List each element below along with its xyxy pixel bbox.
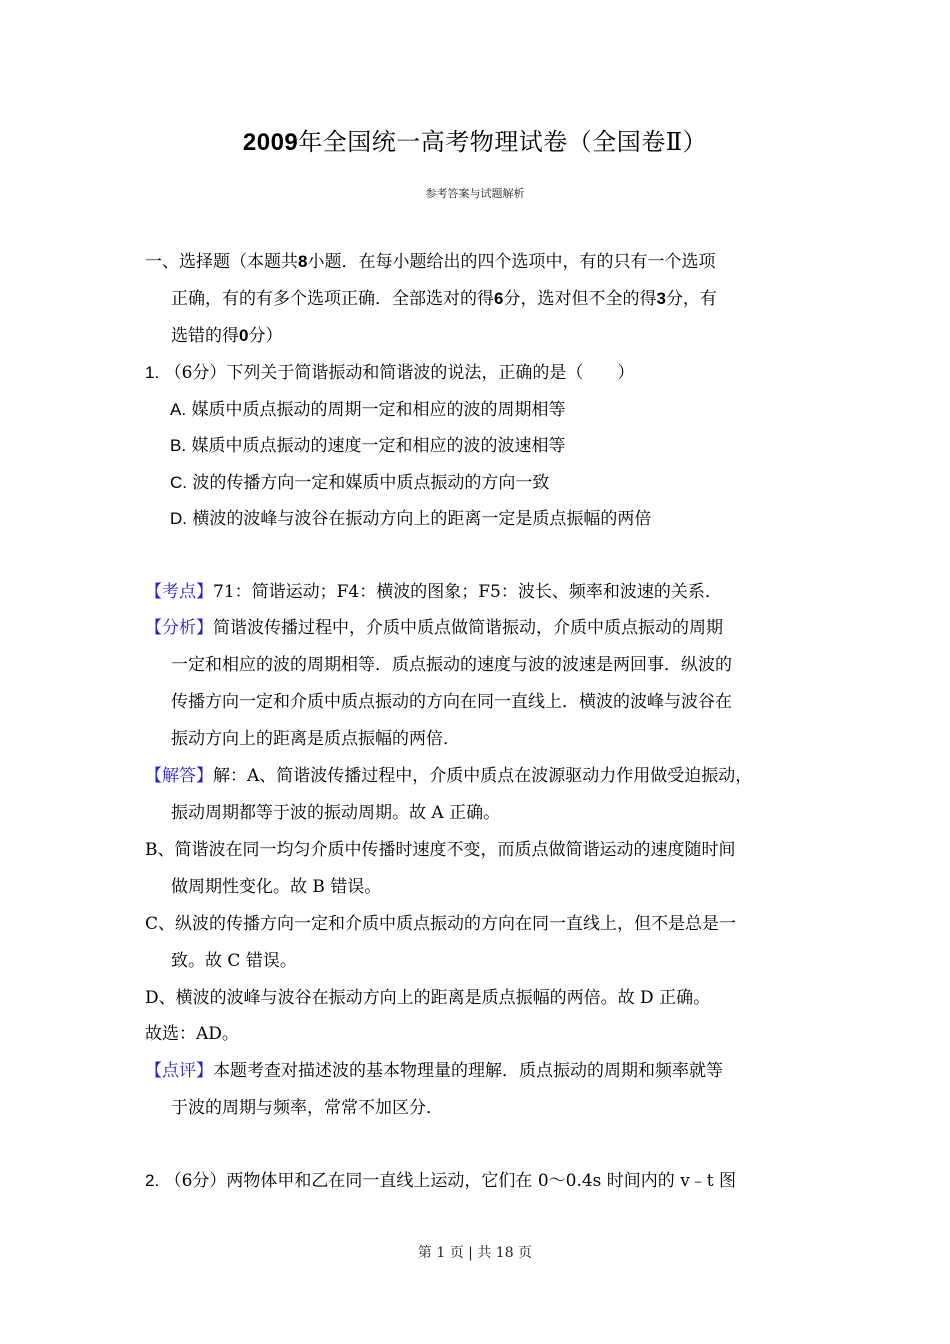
- fenxi-line-3: 传播方向一定和介质中质点振动的方向在同一直线上．横波的波峰与波谷在: [171, 692, 732, 712]
- section-heading-line-2: [171, 287, 717, 311]
- question-number: 2.: [145, 1171, 160, 1190]
- jieda-line-5: C、纵波的传播方向一定和介质中质点振动的方向在同一直线上，但不是总是一: [145, 914, 737, 934]
- option-label: A.: [170, 400, 187, 419]
- kaodian-tag: 【考点】: [145, 582, 213, 602]
- option-a: [170, 398, 565, 422]
- jieda-tag: 【解答】: [145, 766, 213, 786]
- heading-text: 分）: [248, 326, 283, 346]
- option-label: D.: [170, 509, 187, 528]
- question-1-stem: [145, 361, 634, 385]
- jieda-line-7: D、横波的波峰与波谷在振动方向上的距离是质点振幅的两倍。故 D 正确。: [145, 988, 711, 1008]
- question-stem-text: （6分）两物体甲和乙在同一直线上运动，它们在 0～0.4s 时间内的 v﹣t 图: [164, 1171, 737, 1191]
- option-text: 波的传播方向一定和媒质中质点振动的方向一致: [192, 473, 550, 493]
- option-label: B.: [170, 436, 187, 455]
- fenxi-line-4: 振动方向上的距离是质点振幅的两倍．: [171, 729, 460, 749]
- heading-text: 小题．在每小题给出的四个选项中，有的只有一个选项: [307, 252, 716, 272]
- section-heading-line-1: [145, 250, 715, 274]
- kaodian-line: [145, 580, 722, 604]
- dianping-line-1: [145, 1059, 723, 1083]
- jieda-line-2: 振动周期都等于波的振动周期。故 A 正确。: [171, 803, 501, 823]
- question-number: 1.: [145, 363, 160, 382]
- fenxi-line-1: [145, 616, 723, 640]
- dianping-text: 本题考查对描述波的基本物理量的理解．质点振动的周期和频率就等: [213, 1061, 723, 1081]
- option-b: [170, 434, 565, 458]
- dianping-line-2: 于波的周期与频率，常常不加区分．: [171, 1098, 443, 1118]
- jieda-line-6: 致。故 C 错误。: [171, 951, 297, 971]
- option-text: 媒质中质点振动的周期一定和相应的波的周期相等: [191, 400, 566, 420]
- dianping-tag: 【点评】: [145, 1061, 213, 1081]
- option-c: [170, 471, 549, 495]
- heading-text: 一、选择题（本题共: [145, 252, 298, 272]
- heading-number: 6: [494, 289, 504, 308]
- jieda-line-4: 做周期性变化。故 B 错误。: [171, 877, 382, 897]
- question-stem-text: （6分）下列关于简谐振动和简谐波的说法，正确的是（ ）: [164, 363, 635, 383]
- heading-text: 选错的得: [171, 326, 239, 346]
- section-heading-line-3: [171, 324, 282, 348]
- fenxi-text: 简谐波传播过程中，介质中质点做简谐振动，介质中质点振动的周期: [213, 618, 723, 638]
- heading-text: 正确，有的有多个选项正确．全部选对的得: [171, 289, 494, 309]
- kaodian-text: 71：简谐运动；F4：横波的图象；F5：波长、频率和波速的关系．: [213, 582, 722, 602]
- heading-number: 8: [298, 252, 308, 271]
- option-d: [170, 507, 651, 531]
- title-text: 年全国统一高考物理试卷（全国卷Ⅱ）: [298, 128, 708, 156]
- option-label: C.: [170, 473, 187, 492]
- option-text: 媒质中质点振动的速度一定和相应的波的波速相等: [191, 436, 566, 456]
- fenxi-line-2: 一定和相应的波的周期相等．质点振动的速度与波的波速是两回事．纵波的: [171, 655, 732, 675]
- heading-number: 0: [239, 326, 249, 345]
- page-footer: 第 1 页 | 共 18 页: [417, 1245, 533, 1261]
- heading-number: 3: [656, 289, 666, 308]
- jieda-answer: 故选：AD。: [145, 1024, 239, 1044]
- document-title: [0, 122, 950, 163]
- document-subtitle: 参考答案与试题解析: [425, 187, 525, 200]
- fenxi-tag: 【分析】: [145, 618, 213, 638]
- heading-text: 分，选对但不全的得: [503, 289, 657, 309]
- jieda-line-1: [145, 764, 752, 788]
- jieda-text: 解：A、简谐波传播过程中，介质中质点在波源驱动力作用做受迫振动，: [213, 766, 753, 786]
- option-text: 横波的波峰与波谷在振动方向上的距离一定是质点振幅的两倍: [192, 509, 652, 529]
- title-year: 2009: [242, 129, 299, 156]
- question-2-stem: [145, 1169, 736, 1193]
- jieda-line-3: B、简谐波在同一均匀介质中传播时速度不变，而质点做简谐运动的速度随时间: [145, 840, 736, 860]
- heading-text: 分，有: [665, 289, 717, 309]
